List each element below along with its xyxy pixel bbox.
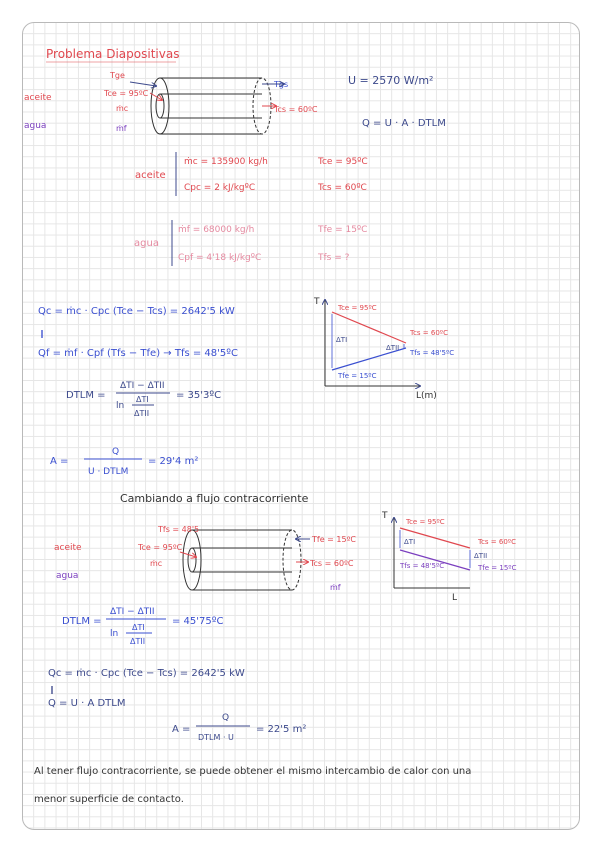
plot1-t-label: T (314, 297, 320, 307)
oil-data-block (135, 152, 368, 196)
counter-a-den: DTLM · U (198, 733, 234, 742)
page-title: Problema Diapositivas (46, 47, 180, 61)
plot1-x-label: L(m) (416, 391, 437, 401)
arrow-tge (130, 82, 156, 86)
plot1-tcs: Tcs = 60ºC (410, 329, 448, 337)
plot1-tfs: Tfs = 48'5ºC (410, 349, 455, 357)
water-label: agua (134, 238, 159, 249)
calc-a-den: U · DTLM (88, 467, 129, 477)
counter-q2: Q = U · A DTLM (48, 698, 126, 709)
counterflow-title: Cambiando a flujo contracorriente (120, 492, 309, 505)
counter-tce: Tce = 95ºC (138, 543, 183, 552)
water-tfs: Tfs = ? (318, 253, 350, 263)
counter-eq-sign: ‖ (50, 685, 54, 694)
diagram1-oil-label: aceite (24, 93, 52, 103)
counter-dtlm-lhs: DTLM = (62, 616, 102, 627)
plot1-tfe: Tfe = 15ºC (338, 372, 377, 380)
diagram1-tge: Tge (110, 71, 125, 80)
plot2-tfe: Tfe = 15ºC (478, 564, 517, 572)
calc-dtlm-lhs: DTLM = (66, 390, 106, 401)
calc-qc: Qc = ṁc · Cpc (Tce − Tcs) = 2642'5 kW (38, 306, 235, 317)
plot2-x-label: L (452, 593, 458, 603)
given-u: U = 2570 W/m² (348, 74, 434, 87)
calc-dtlm-num: ΔTI − ΔTII (120, 381, 165, 391)
tube2-inner-ellipse (188, 548, 196, 572)
tube2-front-ellipse (183, 530, 201, 590)
calculations (38, 306, 238, 477)
counter-dtlm-ln-den: ΔTII (130, 637, 146, 646)
counter-mf: ṁf (330, 583, 341, 592)
counter-mc: ṁc (150, 559, 163, 568)
plot1-dt1: ΔTI (336, 336, 348, 344)
diagram1-tcs: Tcs = 60ºC (274, 105, 318, 114)
oil-label: aceite (135, 170, 166, 181)
calc-dtlm-ln-num: ΔTI (136, 395, 149, 404)
counter-tfs: Tfs = 48'5 (158, 525, 200, 534)
plot2-tce: Tce = 95ºC (406, 518, 445, 526)
calc-eq-sign: ‖ (40, 329, 44, 338)
water-tfe: Tfe = 15ºC (318, 225, 368, 235)
oil-cpc: Cpc = 2 kJ/kgºC (184, 183, 256, 193)
plot2-tfs: Tfs = 48'5ºC (400, 562, 445, 570)
oil-tce: Tce = 95ºC (318, 157, 368, 167)
diagram1-mf: ṁf (116, 124, 127, 133)
diagram1-tce: Tce = 95ºC (104, 89, 149, 98)
counter-a-result: = 22'5 m² (256, 724, 307, 735)
counter-dtlm-result: = 45'75ºC (172, 616, 224, 627)
oil-tcs: Tcs = 60ºC (318, 183, 367, 193)
diagram1-mc: ṁc (116, 104, 129, 113)
calc-dtlm-ln-den: ΔTII (134, 409, 150, 418)
water-cpf: Cpf = 4'18 kJ/kgºC (178, 253, 262, 263)
counterflow-diagram (54, 525, 356, 592)
conclusion-line2: menor superficie de contacto. (34, 794, 184, 805)
counter-qc: Qc = ṁc · Cpc (Tce − Tcs) = 2642'5 kW (48, 668, 245, 679)
calc-dtlm-ln: ln (116, 401, 125, 411)
counter-tfe: Tfe = 15ºC (312, 535, 356, 544)
counter-water-label: agua (56, 571, 79, 581)
water-data-block (134, 220, 367, 266)
water-mf: ṁf = 68000 kg/h (178, 225, 255, 235)
conclusion-line1: Al tener flujo contracorriente, se puede obtener el mismo intercambio de calor con una (34, 766, 472, 777)
diagram1-water-label: agua (24, 121, 47, 131)
plot1-dt2: ΔTII (386, 344, 400, 352)
oil-mc: ṁc = 135900 kg/h (184, 157, 268, 167)
calc-a-result: = 29'4 m² (148, 456, 199, 467)
plot2-tcs: Tcs = 60ºC (478, 538, 516, 546)
counter-dtlm-ln-num: ΔTI (132, 623, 145, 632)
counter-a-num: Q (222, 713, 230, 723)
plot2-temperature-profile (381, 511, 517, 603)
diagram1-tgs: Tgs (274, 80, 289, 89)
calc-dtlm-result: = 35'3ºC (176, 390, 222, 401)
plot1-temperature-profile (313, 297, 454, 401)
plot2-dt1: ΔTI (404, 538, 416, 546)
counter-oil-label: aceite (54, 543, 82, 553)
plot2-dt2: ΔTII (474, 552, 488, 560)
tube1-front-ellipse (151, 78, 169, 134)
plot1-tce: Tce = 95ºC (338, 304, 377, 312)
counter-calculations (48, 607, 306, 742)
counter-a-lhs: A = (172, 724, 191, 735)
given-q-equation: Q = U · A · DTLM (362, 118, 446, 129)
plot2-t-label: T (382, 511, 388, 521)
parallel-flow-diagram (24, 71, 318, 134)
calc-a-lhs: A = (50, 456, 69, 467)
counter-dtlm-ln: ln (110, 629, 119, 639)
calc-a-num: Q (112, 447, 120, 457)
counter-dtlm-num: ΔTI − ΔTII (110, 607, 155, 617)
calc-qf: Qf = ṁf · Cpf (Tfs − Tfe) → Tfs = 48'5ºC (38, 348, 238, 359)
counter-tcs: Tcs = 60ºC (310, 559, 354, 568)
